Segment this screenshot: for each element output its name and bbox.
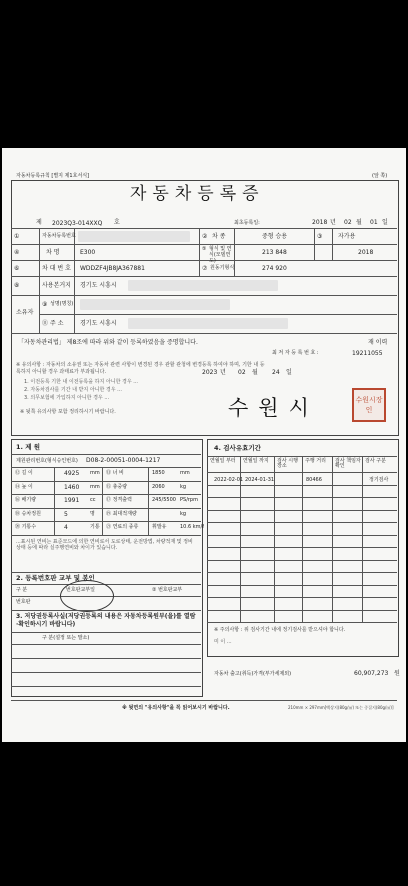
spec-label: ⑫ 길 이 — [15, 470, 33, 476]
spec-value: 4 — [64, 524, 68, 532]
spec-unit: kg — [180, 510, 187, 517]
lien-section-title: 3. 저당권등록사실(저당권등록의 내용은 자동차등록원부(을)를 열람·확인하시기 바랍니다) — [16, 613, 196, 628]
spec-value: 1460 — [64, 483, 80, 491]
spec-value: 245/5500 — [152, 497, 176, 504]
spec-unit: cc — [90, 497, 96, 504]
plate-section-title: 2. 등록번호판 교부 및 봉인 — [16, 574, 95, 582]
year-unit: 년 — [330, 219, 336, 226]
notice-item-1: 1. 이전등록 기한 내 이전등록을 하지 아니한 경우 ... — [24, 379, 139, 385]
month-unit: 월 — [356, 219, 362, 226]
footer-note: ※ 뒷면의 "유의사항"을 꼭 읽어보시기 바랍니다. — [122, 705, 230, 711]
approval-label: 제원관리번호(형식승인번호) — [16, 458, 78, 464]
spec-label: ⑮ 총중량 — [106, 483, 128, 490]
issue-year-unit: 년 — [220, 369, 226, 376]
spec-label: ⑯ 배기량 — [15, 497, 37, 504]
issue-month-unit: 월 — [252, 369, 258, 376]
owner-address-label: 주 소 — [50, 320, 64, 327]
lien-column-header: 구 분(설정 또는 말소) — [42, 635, 90, 641]
spec-unit: mm — [90, 483, 100, 490]
redacted-owner-address — [128, 318, 288, 329]
issue-day: 24 — [272, 369, 280, 376]
fuel-economy-note: ...표시된 연비는 표준모드에 의한 연비로서 도로상태, 운전방법, 차량적재 및 정비상태 등에 따라 실주행연비와 차이가 있습니다. — [16, 539, 193, 551]
spec-section-title: 1. 제 원 — [16, 443, 41, 451]
spec-unit: 기통 — [90, 524, 100, 531]
first-reg-day: 01 — [370, 219, 378, 226]
inspection-type: 정기검사 — [369, 477, 389, 483]
field-number: ① — [14, 233, 20, 240]
plate-issue-date-label: 번호판교부일 — [66, 587, 95, 593]
engine-type-label: 원동기형식 — [210, 265, 235, 271]
spec-unit: 10.6 km/ℓ — [180, 524, 205, 531]
inspection-column-header: 검사 책임자 확인 — [335, 458, 361, 469]
approval-number: D08-2-00051-0004-1217 — [86, 457, 161, 464]
spec-unit: PS/rpm — [180, 497, 198, 504]
spec-label: ⑲ 최대적재량 — [106, 510, 137, 517]
reg-no-suffix: 호 — [114, 219, 120, 226]
field-number: ② — [202, 233, 208, 240]
model-year-value: 2018 — [358, 249, 374, 256]
inspection-column-header: 검사 시행 장소 — [277, 458, 298, 469]
model-type-value: 213 848 — [262, 249, 287, 256]
reissue-sub-label: 최 저 자 등 록 번 호 : — [272, 350, 319, 356]
price-label: 자동차 출고(취득)가격(부가세제외) — [214, 671, 292, 677]
field-number: ④ — [14, 249, 20, 256]
form-reference: 자동차등록규칙 [별지 제1호서식] — [16, 173, 90, 179]
issue-month: 02 — [238, 369, 246, 376]
first-reg-month: 02 — [344, 219, 352, 226]
inspection-column-header: 연월일 부터 — [210, 458, 236, 464]
spec-label: ⑬ 너 비 — [106, 470, 124, 476]
official-seal — [352, 388, 386, 422]
notice-item-2: 2. 자동차검사를 기간 내 받지 아니한 경우 ... — [24, 387, 122, 393]
spec-unit: mm — [180, 470, 190, 476]
seal-text: 수원시장인 — [355, 396, 383, 414]
plate-issue-label: ② 번호판교부 — [152, 587, 183, 593]
engine-type-value: 274 920 — [262, 265, 287, 272]
vin-label: 차 대 번 호 — [42, 265, 71, 272]
spec-label: ⑰ 정격출력 — [106, 497, 132, 504]
usage-value: 자가용 — [338, 233, 356, 240]
inspection-stamp — [60, 580, 114, 612]
first-reg-label: 최초등록일: — [234, 220, 260, 226]
spec-value: 2060 — [152, 483, 165, 490]
inspection-to-date: 2024-01-31 — [245, 477, 275, 483]
owner-label: 소유자 — [16, 309, 34, 316]
spec-unit: kg — [180, 483, 187, 490]
spec-label: ㉑ 연료의 종류 — [106, 524, 139, 531]
reissue-number: 19211055 — [352, 350, 383, 357]
field-number: ⑪ — [42, 320, 49, 327]
spec-label: ⑱ 승차정원 — [15, 510, 41, 517]
notice-item-3: 3. 의무보험에 가입하지 아니한 경우 ... — [24, 395, 110, 401]
spec-value: 휘발유 — [152, 524, 167, 531]
vehicle-type-value: 중형 승용 — [262, 233, 288, 240]
inspection-mileage: 80466 — [306, 477, 322, 483]
owner-name-label: 성명(명칭) — [50, 301, 74, 307]
plate-row-label: 번호판 — [16, 599, 31, 605]
spec-value: 1850 — [152, 470, 165, 476]
plate-col-label: 구 분 — [16, 587, 28, 593]
model-name-label: 차 명 — [46, 249, 60, 256]
page-side: (앞 쪽) — [372, 173, 388, 179]
inspection-section-title: 4. 검사유효기간 — [214, 444, 261, 452]
inspection-column-header: 주행 거리 — [305, 458, 326, 464]
owner-address-value: 경기도 시흥시 — [80, 320, 117, 327]
inspection-column-header: 연월일 까지 — [243, 458, 269, 464]
vehicle-type-label: 차 종 — [212, 233, 226, 240]
price-unit: 원 — [394, 670, 400, 677]
inspection-note-2: 미 이 ... — [214, 639, 232, 645]
field-number: ③ — [317, 233, 323, 240]
redacted-plate-number — [78, 231, 190, 242]
reissue-label: 재 이력 — [368, 339, 388, 346]
field-number: ⑧ — [14, 282, 20, 289]
field-number: ⑦ — [202, 265, 208, 272]
issue-year: 2023 — [202, 369, 218, 376]
first-reg-year: 2018 — [312, 219, 328, 226]
field-number: ⑥ — [14, 265, 20, 272]
certification-statement: 「자동차관리법」 제8조에 따라 위와 같이 등록하였음을 증명합니다. — [18, 339, 198, 346]
model-name-value: E300 — [80, 249, 96, 256]
spec-value: 1991 — [64, 497, 80, 505]
model-year-label: 형식 및 연식(모델연도) — [209, 246, 232, 264]
day-unit: 일 — [382, 219, 388, 226]
paper-size: 210mm × 297mm[백상지(80g/㎡) 또는 중질지(80g/㎡)] — [288, 705, 394, 710]
bottom-note: ※ 뒷쪽 유의사항 포함 정리하시기 바랍니다. — [20, 409, 116, 415]
spec-label: ⑳ 기통수 — [15, 524, 37, 531]
redacted-address — [128, 280, 278, 291]
notice-text: ※ 유의사항 : 자동차의 소유권 또는 자동차 관련 사항이 변경된 경우 관할 관청에 변경등록 하여야 하며, 기한 내 등록하지 아니할 경우 과태료가 부과됩니다. — [16, 362, 265, 375]
reg-number-label: 자동차등록번호 — [42, 233, 76, 239]
inspection-column-header: 검사 구분 — [365, 458, 386, 464]
base-address-value: 경기도 시흥시 — [80, 282, 117, 289]
spec-label: ⑭ 높 이 — [15, 483, 33, 490]
issue-day-unit: 일 — [286, 369, 292, 376]
spec-value: 4925 — [64, 470, 80, 477]
inspection-from-date: 2022-02-01 — [214, 477, 244, 483]
registration-certificate — [2, 148, 406, 742]
price-value: 60,907,273 — [354, 670, 389, 677]
field-number: ⑤ — [202, 246, 207, 252]
base-address-label: 사용본거지 — [42, 282, 71, 289]
reg-no-value: 2023Q3-014XXQ — [52, 220, 103, 227]
reg-no-label: 제 — [36, 219, 42, 226]
issuing-city: 수원시 — [228, 396, 319, 420]
inspection-note: ※ 주의사항 : 위 검사기간 내에 정기검사를 받으셔야 합니다. — [214, 627, 346, 633]
redacted-owner-name — [80, 299, 230, 310]
document-title: 자동차등록증 — [130, 184, 265, 204]
field-number: ⑨ — [42, 301, 48, 308]
spec-unit: mm — [90, 470, 100, 476]
vin-value: WDDZF4JB8JA367881 — [80, 265, 145, 272]
spec-unit: 명 — [90, 510, 95, 517]
spec-value: 5 — [64, 510, 68, 518]
